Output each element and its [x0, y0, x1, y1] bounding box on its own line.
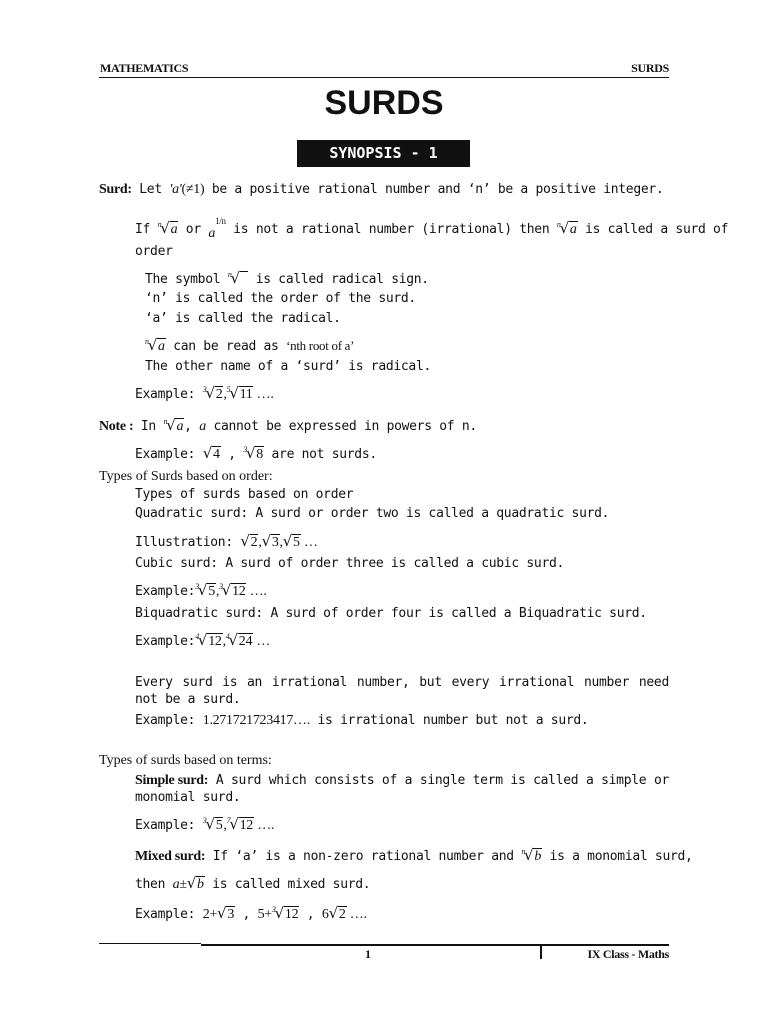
simple-surd-text: Simple surd: A surd which consists of a single term is called a simple or monomial surd.: [135, 773, 669, 805]
note-line: Note : In $^n$√a, a cannot be expressed in powers of n.: [99, 416, 477, 434]
mixed-surd-text: Mixed surd: If ‘a’ is a non-zero rational number and $^n$√b is a monomial surd,: [135, 846, 693, 864]
header-topic: SURDS: [631, 61, 669, 75]
page-number: 1: [365, 947, 371, 961]
mixed-surd-then: then a±√b is called mixed surd.: [135, 874, 371, 892]
footer-class: IX Class - Maths: [587, 947, 669, 961]
page-title: SURDS: [324, 84, 444, 122]
surd-example: Example: $^3$√2,$^5$√11 ….: [135, 384, 274, 402]
order-of-surd-line: ‘n’ is called the order of the surd.: [145, 291, 416, 306]
irrational-example: Example: 1.271721723417…. is irrational number but not a surd.: [135, 713, 589, 728]
order-types-heading: Types of Surds based on order:: [99, 469, 273, 484]
read-as-line: $^n$√a can be read as ‘nth root of a’: [145, 336, 355, 354]
surd-if-line: If $^n$√a or $a^{1/n}$ is not a rational number (irrational) then $^n$√a is called a surd of: [135, 216, 729, 241]
biquadratic-surd-text: Biquadratic surd: A surd of order four is called a Biquadratic surd.: [135, 606, 647, 621]
header-rule: [99, 77, 669, 78]
every-surd-text: Every surd is an irrational number, but every irrational number need not be a surd.: [135, 675, 669, 707]
simple-surd-example: Example: $^3$√5,$^7$√12 ….: [135, 815, 275, 833]
footer-rule-left: [99, 943, 201, 944]
footer-divider: [540, 946, 542, 959]
cubic-surd-text: Cubic surd: A surd of order three is called a cubic surd.: [135, 556, 565, 571]
header-subject: MATHEMATICS: [100, 61, 189, 75]
order-types-intro: Types of surds based on order: [135, 487, 354, 502]
cubic-example: Example:$^3$√5,$^3$√12 ….: [135, 581, 267, 599]
biquadratic-example: Example:$^4$√12,$^4$√24 …: [135, 631, 271, 649]
quadratic-illustration: Illustration: √2,√3,√5 …: [135, 532, 318, 550]
footer-rule: [201, 944, 669, 946]
surd-order-word: order: [135, 244, 173, 259]
term-types-heading: Types of surds based on terms:: [99, 753, 272, 768]
note-example: Example: √4 , $^3$√8 are not surds.: [135, 444, 377, 462]
mixed-surd-example: Example: 2+√3 , 5+$^3$√12 , 6√2 ….: [135, 904, 367, 922]
other-name-line: The other name of a ‘surd’ is radical.: [145, 359, 432, 374]
surd-definition: Surd: Let 'a'(≠1) be a positive rational number and ‘n’ be a positive integer.: [99, 182, 664, 197]
synopsis-banner: SYNOPSIS - 1: [297, 140, 470, 167]
quadratic-surd-text: Quadratic surd: A surd or order two is called a quadratic surd.: [135, 506, 610, 521]
radical-sign-line: The symbol $^n$√ is called radical sign.: [145, 269, 429, 287]
surd-label: Surd:: [99, 182, 132, 197]
radical-line: ‘a’ is called the radical.: [145, 311, 341, 326]
